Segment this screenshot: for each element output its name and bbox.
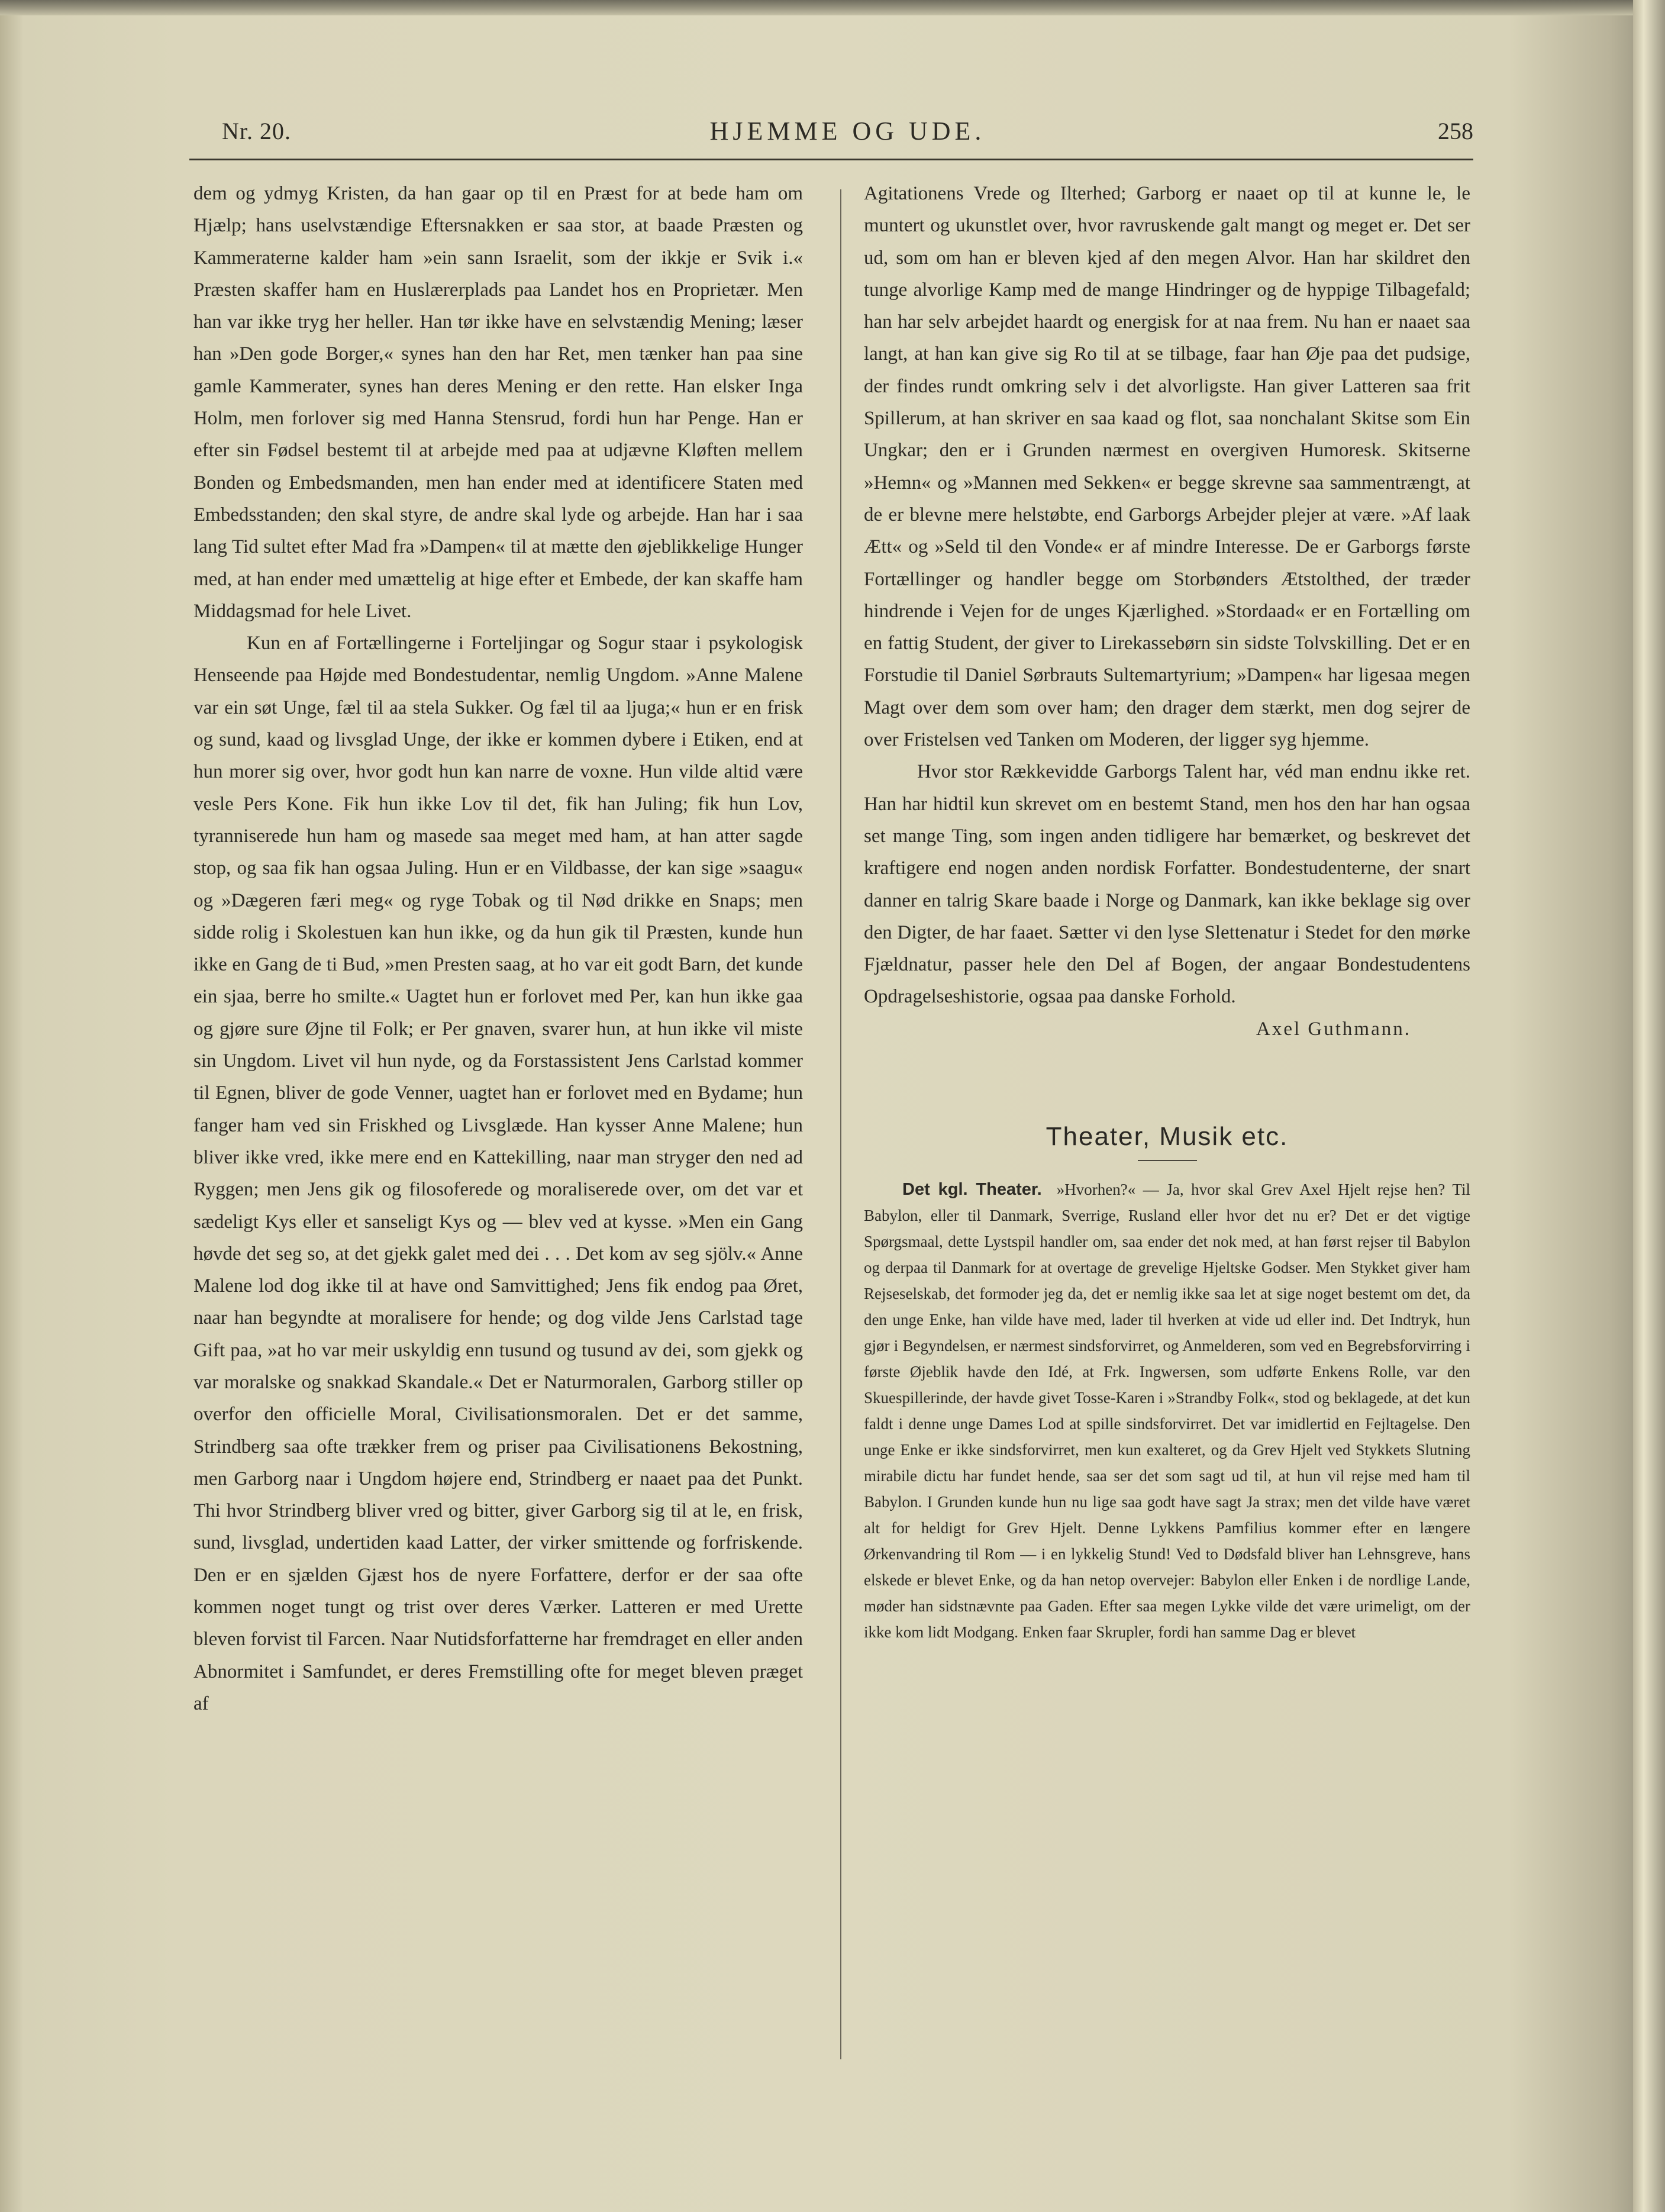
theater-review — [864, 1176, 1470, 1645]
publication-title: HJEMME OG UDE. — [709, 117, 986, 146]
page-binding-edge — [1633, 0, 1665, 2212]
right-column — [864, 178, 1470, 1645]
issue-number: Nr. 20. — [222, 118, 291, 144]
article-paragraph: dem og ydmyg Kristen, da han gaar op til en Præst for at bede ham om Hjælp; hans uselvstændige Eftersnakken er saa stor, at baade Præsten og Kammeraterne kalder ham »ein sann Israelit, som der ikkje er Svik i.« Præsten skaffer ham en Huslærerplads paa Landet hos en Proprietær. Men han var ikke tryg her heller. Han tør ikke have en selvstændig Mening; læser han »Den gode Borger,« synes han den har Ret, men tænker han paa sine gamle Kammerater, synes han deres Mening er den rette. Han elsker Inga Holm, men forlover sig med Hanna Stensrud, fordi hun har Penge. Han er efter sin Fødsel bestemt til at arbejde med paa at udjævne Kløften mellem Bonden og Embedsmanden, men han ender med at identificere Staten med Embedsstanden; den skal styre, de andre skal lyde og arbejde. Han har i saa lang Tid sultet efter Mad fra »Dampen« til at mætte den øjeblikkelige Hunger med, at han ender med umættelig at hige efter et Embede, der kan skaffe ham Middagsmad for hele Livet. — [193, 183, 803, 622]
article-paragraph: Hvor stor Rækkevidde Garborgs Talent har, véd man endnu ikke ret. Han har hidtil kun skrevet om en bestemt Stand, men hos den har han ogsaa set mange Ting, som ingen anden tidligere har bemærket, og beskrevet det kraftigere end nogen anden nordisk Forfatter. Bondestudenterne, der snart danner en talrig Skare baade i Norge og Danmark, kan ikke beklage sig over den Digter, de har faaet. Sætter vi den lyse Slettenatur i Stedet for den mørke Fjældnatur, passer hele den Del af Bogen, der angaar Bondestudentens Opdragelseshistorie, ogsaa paa danske Forhold. — [864, 761, 1470, 1008]
review-label: Det kgl. Theater. — [902, 1179, 1042, 1199]
author-signature: Axel Guthmann. — [1256, 1018, 1411, 1040]
header-rule — [189, 159, 1473, 160]
review-paragraph — [864, 1176, 1470, 1645]
article-paragraph: Agitationens Vrede og Ilterhed; Garborg er naaet op til at kunne le, le muntert og ukunstlet over, hvor ravruskende galt mangt og meget er. Det ser ud, som om han er bleven kjed af den megen Alvor. Han har skildret den tunge alvorlige Kamp med de mange Hindringer og de hyppige Tilbagefald; han har selv arbejdet haardt og energisk for at naa frem. Nu han er naaet saa langt, at han kan give sig Ro til at se tilbage, faar han Øje paa det pudsige, der findes rundt omkring selv i det alvorligste. Han giver Latteren saa frit Spillerum, at han skriver en saa kaad og flot, saa nonchalant Skitse som Ein Ungkar; den er i Grunden nærmest en overgiven Humoresk. Skitserne »Hemn« og »Mannen med Sekken« er begge skrevne saa sammentrængt, at de er blevne mere helstøbte, end Garborgs Arbejder plejer at være. »Af laak Ætt« og »Seld til den Vonde« er af mindre Interesse. De er Garborgs første Fortællinger og handler begge om Storbønders Ætstolthed, der træder hindrende i Vejen for de unges Kjærlighed. »Stordaad« er en Fortælling om en fattig Student, der giver to Lirekassebørn sin sidste Tolvskilling. Det er en Forstudie til Daniel Sørbrauts Sultemartyrium; »Dampen« har ligesaa megen Magt over dem som over ham; den drager dem stærkt, men dog sejrer de over Fristelsen ved Tanken om Moderen, der ligger syg hjemme. — [864, 183, 1470, 751]
section-title: Theater, Musik etc. — [1046, 1121, 1289, 1151]
left-column — [193, 178, 803, 1720]
article-paragraph: Kun en af Fortællingerne i Forteljingar og Sogur staar i psykologisk Henseende paa Højde med Bondestudentar, nemlig Ungdom. »Anne Malene var ein søt Unge, fæl til aa stela Sukker. Og fæl til aa ljuga;« hun er en frisk og sund, kaad og livsglad Unge, der ikke er kommen dybere i Etiken, end at hun morer sig over, hvor godt hun kan narre de voxne. Hun vilde altid være vesle Pers Kone. Fik hun ikke Lov til det, fik han Juling; fik hun Lov, tyranniserede hun ham og masede saa meget med ham, at han atter sagde stop, og saa fik han ogsaa Juling. Hun er en Vildbasse, der kan sige »saagu« og »Dægeren færi meg« og ryge Tobak og til Nød drikke en Snaps; men sidde rolig i Skolestuen kan hun ikke, og da hun gik til Præsten, kunde hun ikke en Gang de ti Bud, »men Presten saag, at ho var eit godt Barn, det kunde ein sjaa, berre ho smilte.« Uagtet hun er forlovet med Per, kan hun ikke gaa og gjøre sure Øjne til Folk; er Per gnaven, svarer hun, at hun ikke vil miste sin Ungdom. Livet vil hun nyde, og da Forstassistent Jens Carlstad kommer til Egnen, bliver de gode Venner, uagtet han er forlovet med en Bydame; hun fanger ham ved sin Friskhed og Livsglæde. Han kysser Anne Malene; hun bliver ikke vred, ikke mere end en Kattekilling, naar man stryger den ned ad Ryggen; men Jens gik og filosoferede og moraliserede over, om det var et sædeligt Kys eller et sanseligt Kys og — blev ved at kysse. »Men ein Gang høvde det seg so, at det gjekk galet med dei . . . Det kom av seg sjölv.« Anne Malene lod dog ikke til at have ond Samvittighed; Jens fik endog paa Øret, naar han begyndte at moralisere for hende; og dog vilde Jens Carlstad tage Gift paa, »at ho var meir uskyldig enn tusund og tusund av dei, som gjekk og var moralske og snakkad Skandale.« Det er Naturmoralen, Garborg stiller op overfor den officielle Moral, Civilisationsmoralen. Det er det samme, Strindberg saa ofte trækker frem og priser paa Civilisationens Bekostning, men Garborg naar i Ungdom højere end, Strindberg er naaet paa det Punkt. Thi hvor Strindberg bliver vred og bitter, giver Garborg sig til at le, en frisk, sund, livsglad, undertiden kaad Latter, der virker smittende og forfriskende. Den er en sjælden Gjæst hos de nyere Forfattere, derfor er der saa ofte kommen noget tungt og trist over deres Værker. Latteren er med Urette bleven forvist til Farcen. Naar Nutidsforfatterne har fremdraget en eller anden Abnormitet i Samfundet, er deres Fremstilling ofte for meget bleven præget af — [193, 633, 803, 1714]
section-rule — [1138, 1160, 1197, 1161]
page-header — [222, 112, 1473, 154]
page-top-edge — [0, 0, 1665, 15]
page-number: 258 — [1438, 118, 1473, 144]
column-divider — [840, 189, 841, 2059]
review-text: »Hvorhen?« — Ja, hvor skal Grev Axel Hjelt rejse hen? Til Babylon, eller til Danmark, Sverrige, Rusland eller hvor det nu er? Det er det vigtige Spørgsmaal, dette Lystspil handler om, saa ender det nok med, at han først rejser til Babylon og derpaa til Danmark for at overtage de grevelige Hjeltske Godser. Men Stykket giver ham Rejseselskab, det formoder jeg da, det er nemlig ikke saa let at sige noget bestemt om det, da den unge Enke, han vilde have med, lader til hverken at vide ud eller ind. Det Indtryk, hun gjør i Begyndelsen, er nærmest sindsforvirret, og Anmelderen, som ved en Begrebsforvirring i første Øjeblik havde den Idé, at Frk. Ingwersen, som udførte Enkens Rolle, var den Skuespillerinde, der havde givet Tosse-Karen i »Strandby Folk«, stod og beklagede, at det kun faldt i denne unge Dames Lod at spille sindsforvirret. Det var imidlertid en Fejltagelse. Den unge Enke er ikke sindsforvirret, men kun exalteret, og da Grev Hjelt ved Stykkets Slutning mirabile dictu har fundet hende, saa ser det som sagt ud til, at hun vil rejse med ham til Babylon. I Grunden kunde hun nu lige saa godt have sagt Ja strax; men det vilde have været alt for heldigt for Grev Hjelt. Denne Lykkens Pamfilius kommer efter en længere Ørkenvandring til Rom — i en lykkelig Stund! Ved to Dødsfald bliver han Lehnsgreve, hans elskede er blevet Enke, og da han netop overvejer: Babylon eller Enken i de nordlige Lande, møder han sidstnævnte paa Gaden. Efter saa megen Lykke vilde det være urimeligt, om der ikke kom lidt Modgang. Enken faar Skrupler, fordi han samme Dag er blevet — [864, 1180, 1470, 1641]
